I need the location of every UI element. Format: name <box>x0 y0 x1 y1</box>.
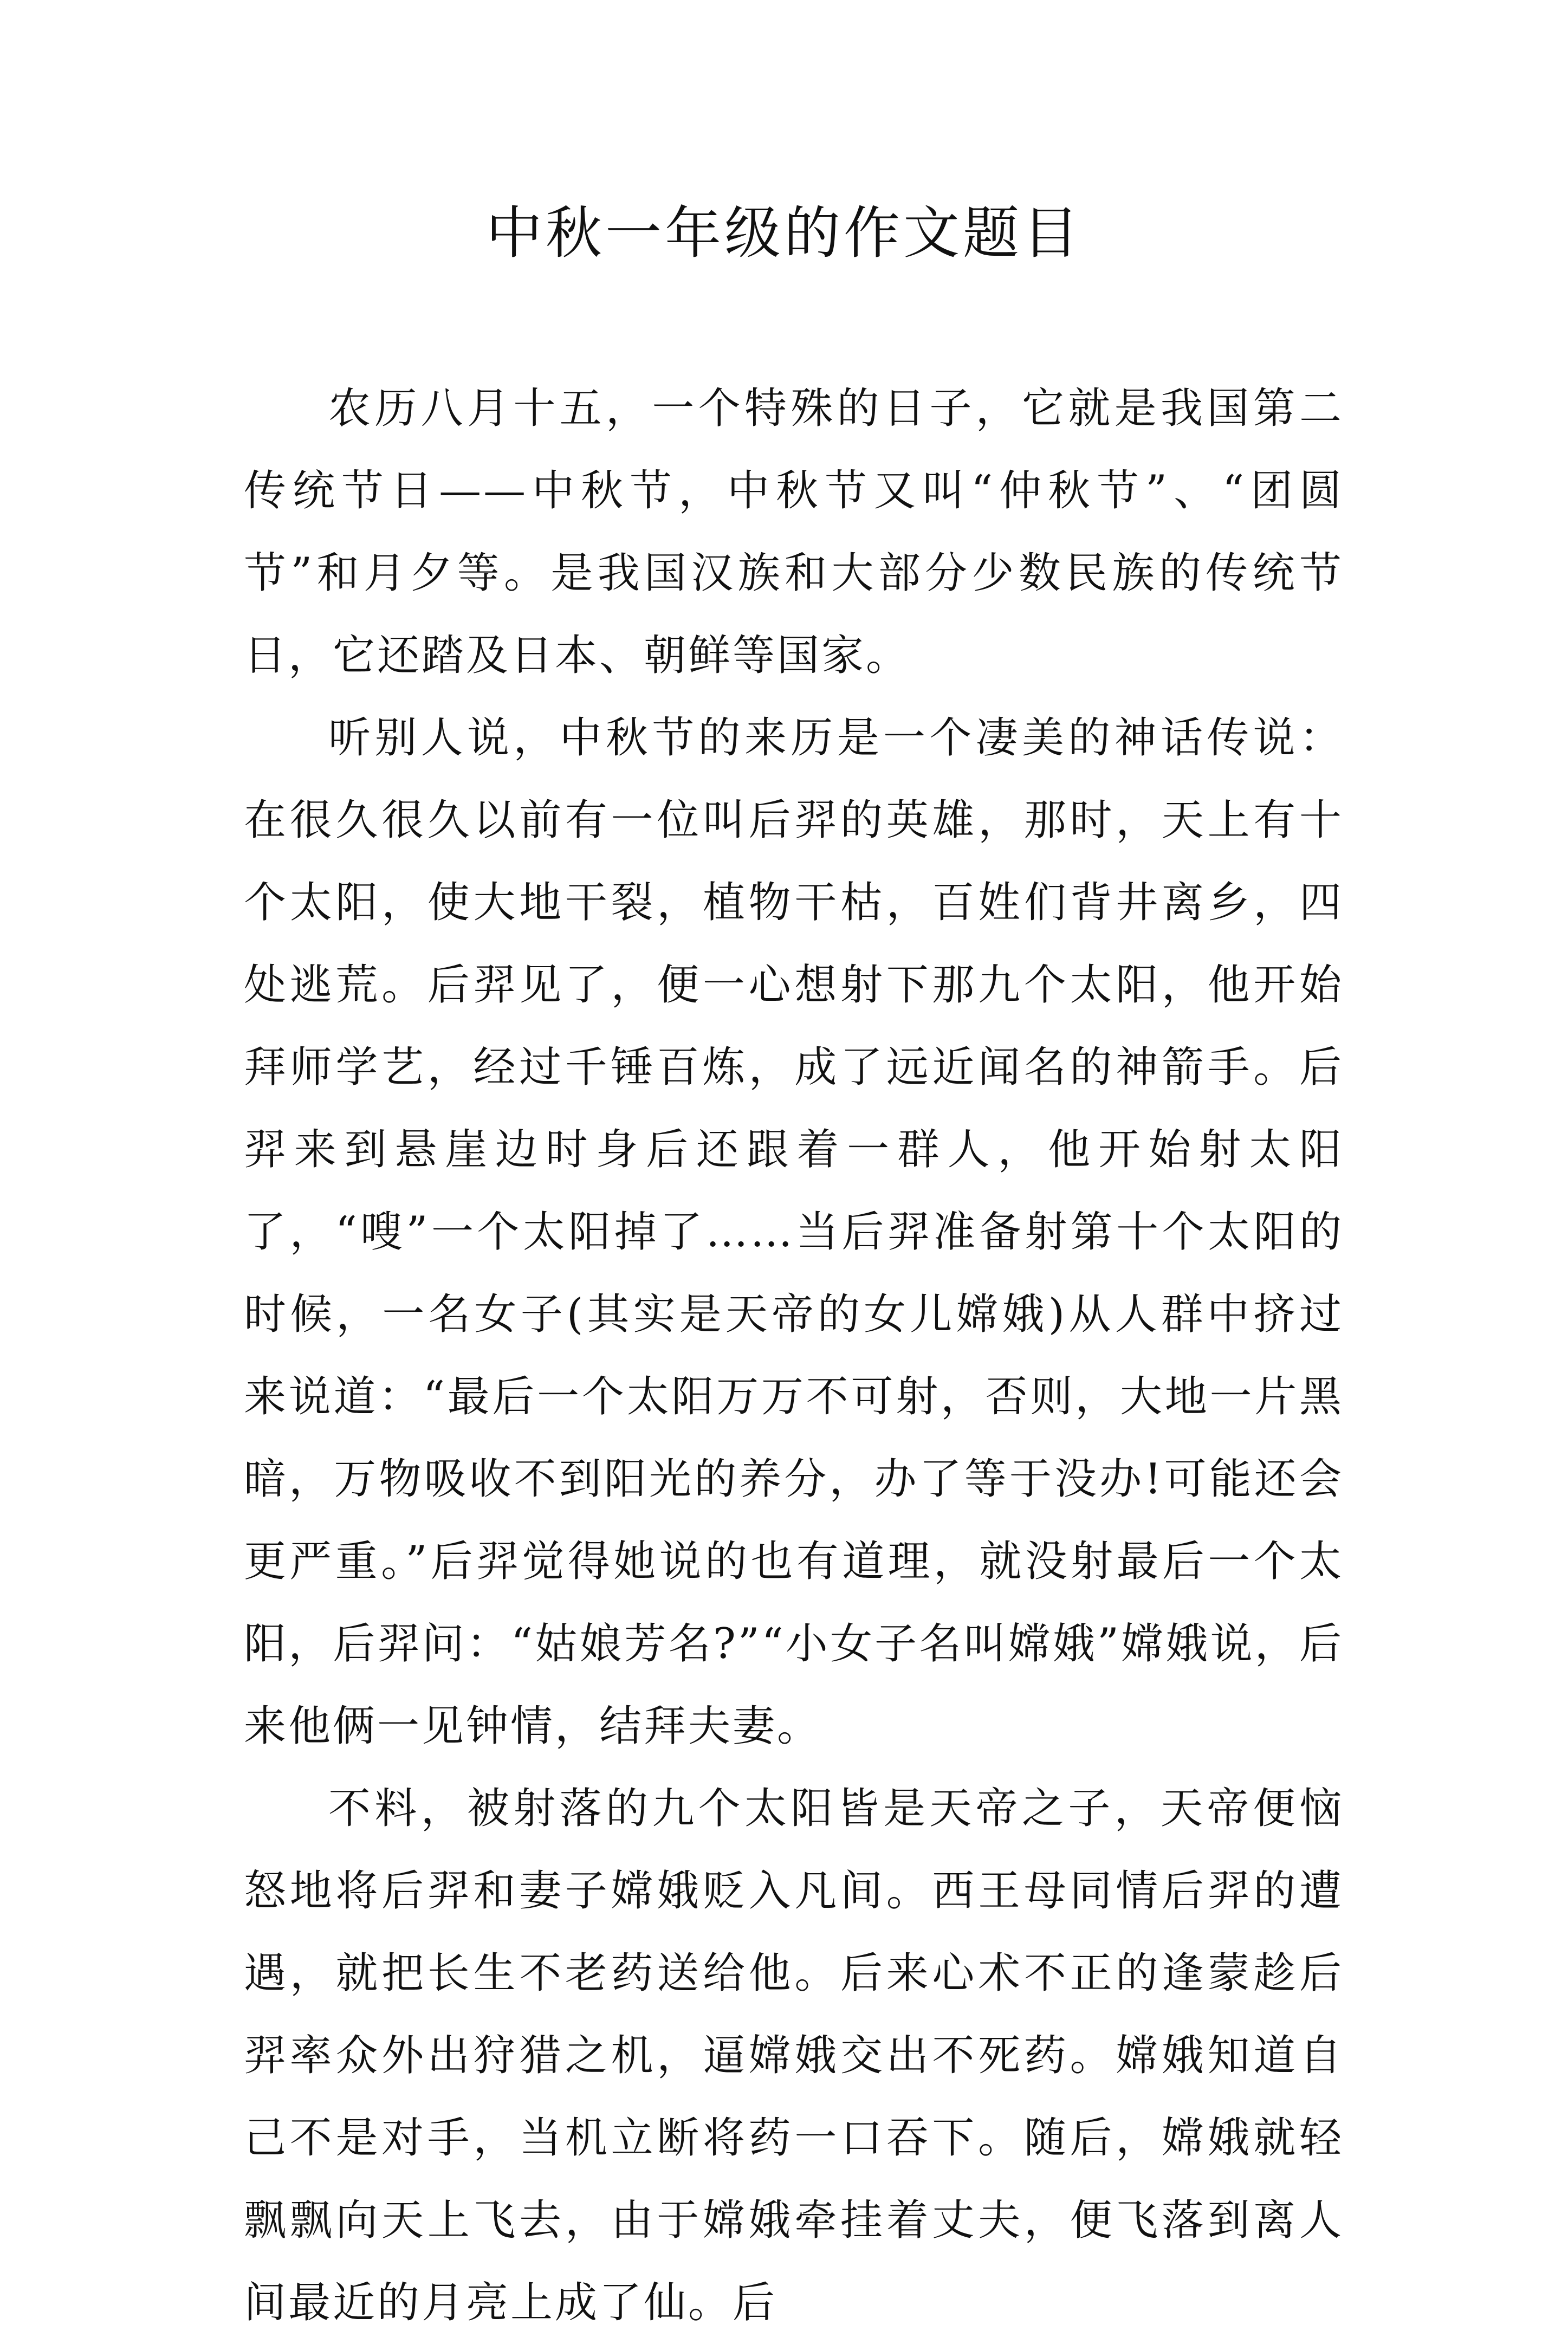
paragraph-intro: 农历八月十五，一个特殊的日子，它就是我国第二传统节日——中秋节，中秋节又叫“仲秋节”、“团圆节”和月夕等。是我国汉族和大部分少数民族的传统节日，它还踏及日本、朝鲜等国家。 <box>244 384 1344 680</box>
paragraph-exile: 不料，被射落的九个太阳皆是天帝之子，天帝便恼怒地将后羿和妻子嫦娥贬入凡间。西王母同情后羿的遭遇，就把长生不老药送给他。后来心术不正的逢蒙趁后羿率众外出狩猎之机，逼嫦娥交出不死药。嫦娥知道自己不是对手，当机立断将药一口吞下。随后，嫦娥就轻飘飘向天上飞去，由于嫦娥牵挂着丈夫，便飞落到离人间最近的月亮上成了仙。后 <box>244 1784 1344 2327</box>
paragraph-legend: 听别人说，中秋节的来历是一个凄美的神话传说：在很久很久以前有一位叫后羿的英雄，那时，天上有十个太阳，使大地干裂，植物干枯，百姓们背井离乡，四处逃荒。后羿见了，便一心想射下那九个太阳，他开始拜师学艺，经过千锤百炼，成了远近闻名的神箭手。后羿来到悬崖边时身后还跟着一群人，他开始射太阳了，“嗖”一个太阳掉了……当后羿准备射第十个太阳的时候，一名女子(其实是天帝的女儿嫦娥)从人群中挤过来说道：“最后一个太阳万万不可射，否则，大地一片黑暗，万物吸收不到阳光的养分，办了等于没办!可能还会更严重。”后羿觉得她说的也有道理，就没射最后一个太阳，后羿问：“姑娘芳名?”“小女子名叫嫦娥”嫦娥说，后来他俩一见钟情，结拜夫妻。 <box>244 714 1344 1751</box>
document-body <box>244 367 1344 2344</box>
document-title: 中秋一年级的作文题目 <box>485 200 1082 266</box>
